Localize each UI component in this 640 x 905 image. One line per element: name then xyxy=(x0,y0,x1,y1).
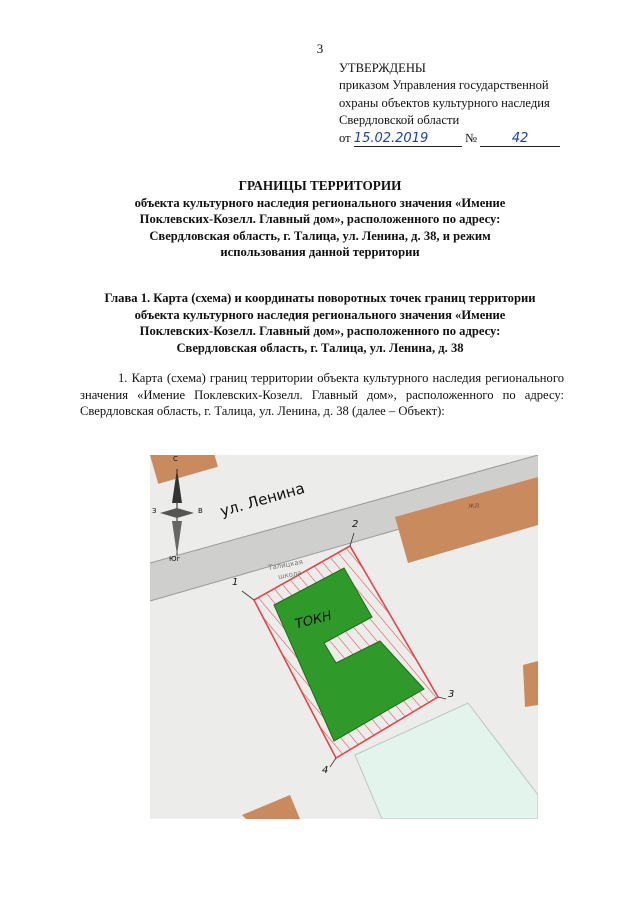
compass-east: В xyxy=(198,507,203,515)
point-label-1: 1 xyxy=(232,577,239,588)
document-title xyxy=(80,178,560,261)
approval-line-1: приказом Управления государственной xyxy=(339,78,549,93)
number-label: № xyxy=(464,130,477,145)
title-line-5: использования данной территории xyxy=(220,245,420,260)
chapter-line-1: Глава 1. Карта (схема) и координаты поворотных точек границ территории xyxy=(104,291,536,305)
approval-heading: УТВЕРЖДЕНЫ xyxy=(339,61,426,75)
chapter-line-4: Свердловская область, г. Талица, ул. Ленина, д. 38 xyxy=(176,340,464,355)
building-bottom-left xyxy=(242,795,300,819)
chapter-line-2: объекта культурного наследия регионального значения «Имение xyxy=(134,307,506,322)
leader-4 xyxy=(330,758,336,767)
building-code-label: ЖЛ xyxy=(468,503,479,510)
compass-north: С xyxy=(173,455,178,463)
compass-icon xyxy=(160,469,194,555)
title-line-1: ГРАНИЦЫ ТЕРРИТОРИИ xyxy=(238,178,402,193)
title-line-2: объекта культурного наследия регионального значения «Имение xyxy=(134,195,506,210)
title-line-3: Поклевских-Козелл. Главный дом», расположенного по адресу: xyxy=(139,212,501,227)
paragraph-1: 1. Карта (схема) границ территории объекта культурного наследия регионального значения «Имение Поклевских-Козелл. Главный дом», расположенного по адресу: Свердловская область, г. Талица, ул. Ленина, д. 38 (далее – Объект): xyxy=(80,371,564,419)
approval-line-2: охраны объектов культурного наследия xyxy=(339,95,550,110)
from-label: от xyxy=(339,130,351,145)
nearby-label-1: Талицкая xyxy=(267,558,304,572)
street-label: ул. Ленина xyxy=(218,478,307,521)
point-label-4: 4 xyxy=(322,765,329,776)
building-top-left xyxy=(150,455,218,484)
approval-block xyxy=(339,60,560,147)
chapter-line-3: Поклевских-Козелл. Главный дом», расположенного по адресу: xyxy=(139,324,501,339)
point-label-3: 3 xyxy=(448,689,455,700)
page-number: 3 xyxy=(316,41,324,56)
territory-map xyxy=(150,455,538,819)
compass-south: Юг xyxy=(169,555,181,563)
handwritten-number: 42 xyxy=(511,130,529,146)
approval-line-3: Свердловской области xyxy=(339,113,460,128)
leader-3 xyxy=(438,697,446,699)
building-right-edge xyxy=(523,661,538,707)
chapter-heading xyxy=(80,290,560,356)
approval-date-line xyxy=(339,130,560,147)
nearby-label-2: школа xyxy=(277,569,303,581)
compass-west: З xyxy=(152,507,157,515)
object-label: ТОКН xyxy=(293,608,334,633)
title-line-4: Свердловская область, г. Талица, ул. Ленина, д. 38, и режим xyxy=(149,228,491,243)
handwritten-date: 15.02.2019 xyxy=(353,130,429,146)
point-label-2: 2 xyxy=(352,519,359,530)
leader-1 xyxy=(242,591,254,600)
